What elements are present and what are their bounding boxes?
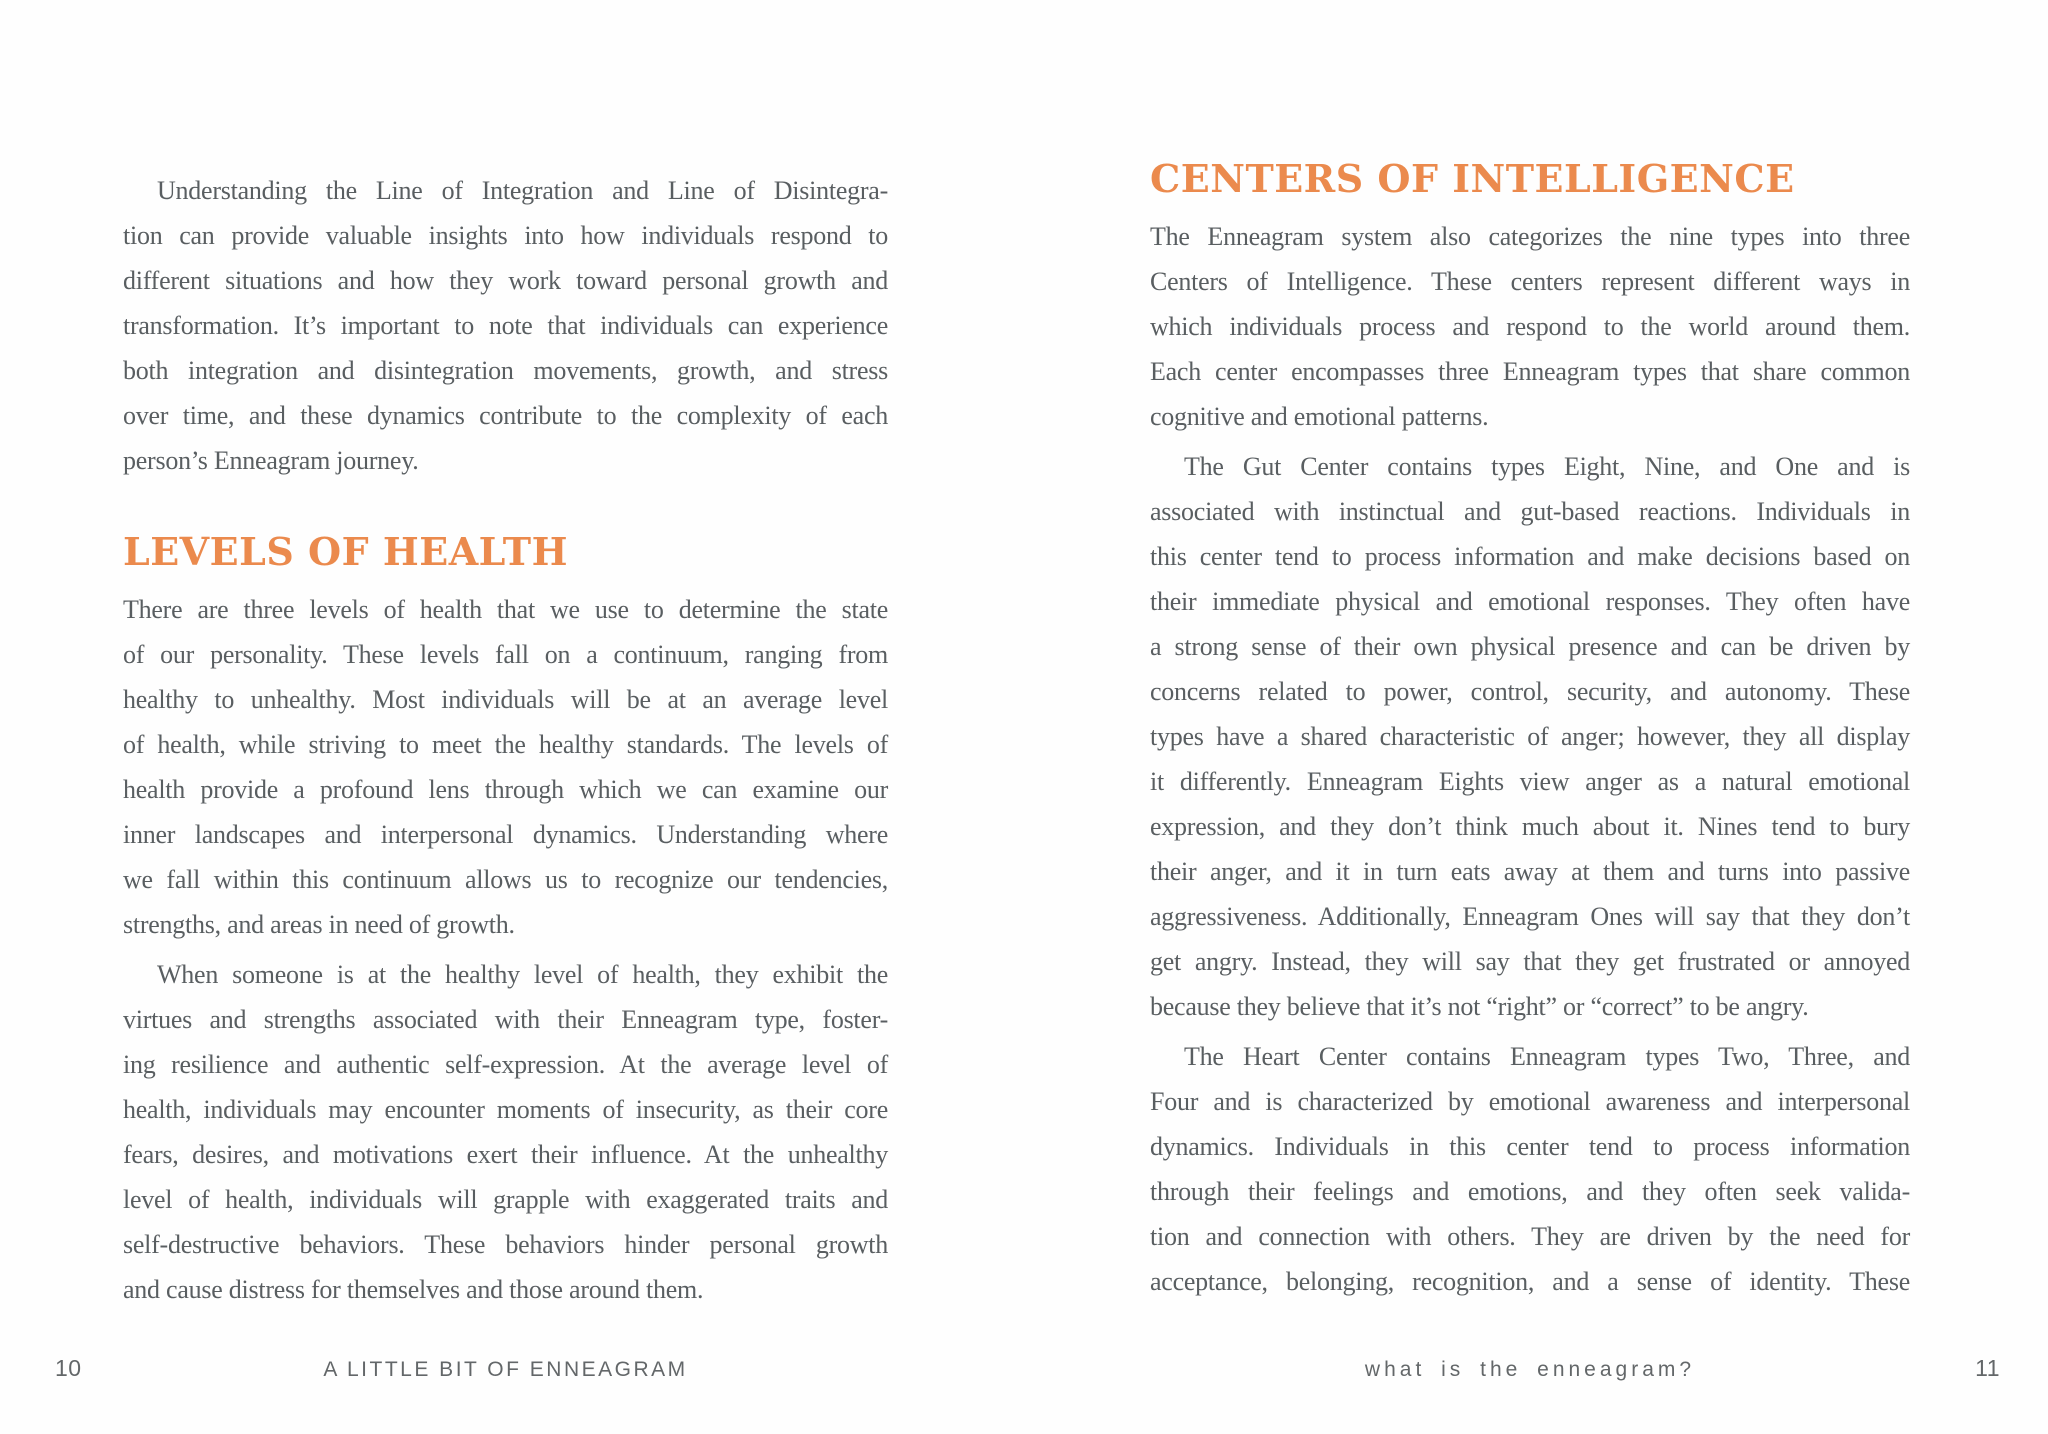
text-line: get angry. Instead, they will say that they get frustrated or annoyed bbox=[1150, 947, 1910, 976]
left-page-text-column bbox=[123, 168, 888, 1317]
text-line: fears, desires, and motivations exert their influence. At the unhealthy bbox=[123, 1140, 888, 1169]
text-line: Centers of Intelligence. These centers represent different ways in bbox=[1150, 267, 1910, 296]
text-line: of health, while striving to meet the healthy standards. The levels of bbox=[123, 730, 888, 759]
text-line: which individuals process and respond to the world around them. bbox=[1150, 312, 1910, 341]
paragraph bbox=[123, 168, 888, 483]
text-line: Each center encompasses three Enneagram types that share common bbox=[1150, 357, 1910, 386]
paragraph bbox=[123, 587, 888, 947]
paragraph bbox=[1150, 444, 1910, 1029]
text-line: The Enneagram system also categorizes the nine types into three bbox=[1150, 222, 1910, 251]
text-line: health provide a profound lens through which we can examine our bbox=[123, 775, 888, 804]
text-line: because they believe that it’s not “right” or “correct” to be angry. bbox=[1150, 992, 1809, 1021]
text-line: health, individuals may encounter moments of insecurity, as their core bbox=[123, 1095, 888, 1124]
text-line: expression, and they don’t think much about it. Nines tend to bury bbox=[1150, 812, 1910, 841]
text-line: The Gut Center contains types Eight, Nine, and One and is bbox=[1184, 452, 1910, 481]
text-line: dynamics. Individuals in this center tend to process information bbox=[1150, 1132, 1910, 1161]
text-line: tion can provide valuable insights into how individuals respond to bbox=[123, 221, 888, 250]
paragraph bbox=[123, 952, 888, 1312]
text-line: healthy to unhealthy. Most individuals will be at an average level bbox=[123, 685, 888, 714]
text-line: both integration and disintegration movements, growth, and stress bbox=[123, 356, 888, 385]
text-line: The Heart Center contains Enneagram types Two, Three, and bbox=[1184, 1042, 1910, 1071]
text-line: tion and connection with others. They are driven by the need for bbox=[1150, 1222, 1910, 1251]
page-number-right: 11 bbox=[1975, 1355, 2000, 1381]
text-line: Understanding the Line of Integration and Line of Disintegra- bbox=[157, 176, 888, 205]
running-title-left: A LITTLE BIT OF ENNEAGRAM bbox=[323, 1358, 688, 1381]
text-line: of our personality. These levels fall on a continuum, ranging from bbox=[123, 640, 888, 669]
text-line: cognitive and emotional patterns. bbox=[1150, 402, 1489, 431]
text-line: strengths, and areas in need of growth. bbox=[123, 910, 515, 939]
text-line: a strong sense of their own physical presence and can be driven by bbox=[1150, 632, 1910, 661]
text-line: level of health, individuals will grapple with exaggerated traits and bbox=[123, 1185, 888, 1214]
paragraph bbox=[1150, 1034, 1910, 1304]
text-line: inner landscapes and interpersonal dynamics. Understanding where bbox=[123, 820, 888, 849]
text-line: this center tend to process information and make decisions based on bbox=[1150, 542, 1910, 571]
text-line: associated with instinctual and gut-based reactions. Individuals in bbox=[1150, 497, 1910, 526]
text-line: ing resilience and authentic self-expression. At the average level of bbox=[123, 1050, 888, 1079]
text-line: concerns related to power, control, security, and autonomy. These bbox=[1150, 677, 1910, 706]
running-title-right: what is the enneagram? bbox=[1364, 1358, 1696, 1381]
text-line: When someone is at the healthy level of health, they exhibit the bbox=[157, 960, 888, 989]
text-line: their immediate physical and emotional responses. They often have bbox=[1150, 587, 1910, 616]
text-line: aggressiveness. Additionally, Enneagram Ones will say that they don’t bbox=[1150, 902, 1910, 931]
text-line: over time, and these dynamics contribute to the complexity of each bbox=[123, 401, 888, 430]
text-line: different situations and how they work toward personal growth and bbox=[123, 266, 888, 295]
right-page-text-column bbox=[1150, 158, 1910, 1309]
text-line: acceptance, belonging, recognition, and a sense of identity. These bbox=[1150, 1267, 1910, 1296]
text-line: and cause distress for themselves and those around them. bbox=[123, 1275, 704, 1304]
text-line: virtues and strengths associated with their Enneagram type, foster- bbox=[123, 1005, 888, 1034]
page-number-left: 10 bbox=[55, 1355, 82, 1381]
text-line: There are three levels of health that we use to determine the state bbox=[123, 595, 888, 624]
text-line: Four and is characterized by emotional awareness and interpersonal bbox=[1150, 1087, 1910, 1116]
text-line: self-destructive behaviors. These behaviors hinder personal growth bbox=[123, 1230, 888, 1259]
section-heading: LEVELS OF HEALTH bbox=[123, 529, 568, 574]
text-line: transformation. It’s important to note that individuals can experience bbox=[123, 311, 888, 340]
text-line: types have a shared characteristic of anger; however, they all display bbox=[1150, 722, 1910, 751]
text-line: person’s Enneagram journey. bbox=[123, 446, 419, 475]
text-line: through their feelings and emotions, and they often seek valida- bbox=[1150, 1177, 1910, 1206]
text-line: it differently. Enneagram Eights view anger as a natural emotional bbox=[1150, 767, 1910, 796]
text-line: we fall within this continuum allows us to recognize our tendencies, bbox=[123, 865, 888, 894]
text-line: their anger, and it in turn eats away at them and turns into passive bbox=[1150, 857, 1910, 886]
section-heading: CENTERS OF INTELLIGENCE bbox=[1150, 156, 1795, 201]
paragraph bbox=[1150, 214, 1910, 439]
